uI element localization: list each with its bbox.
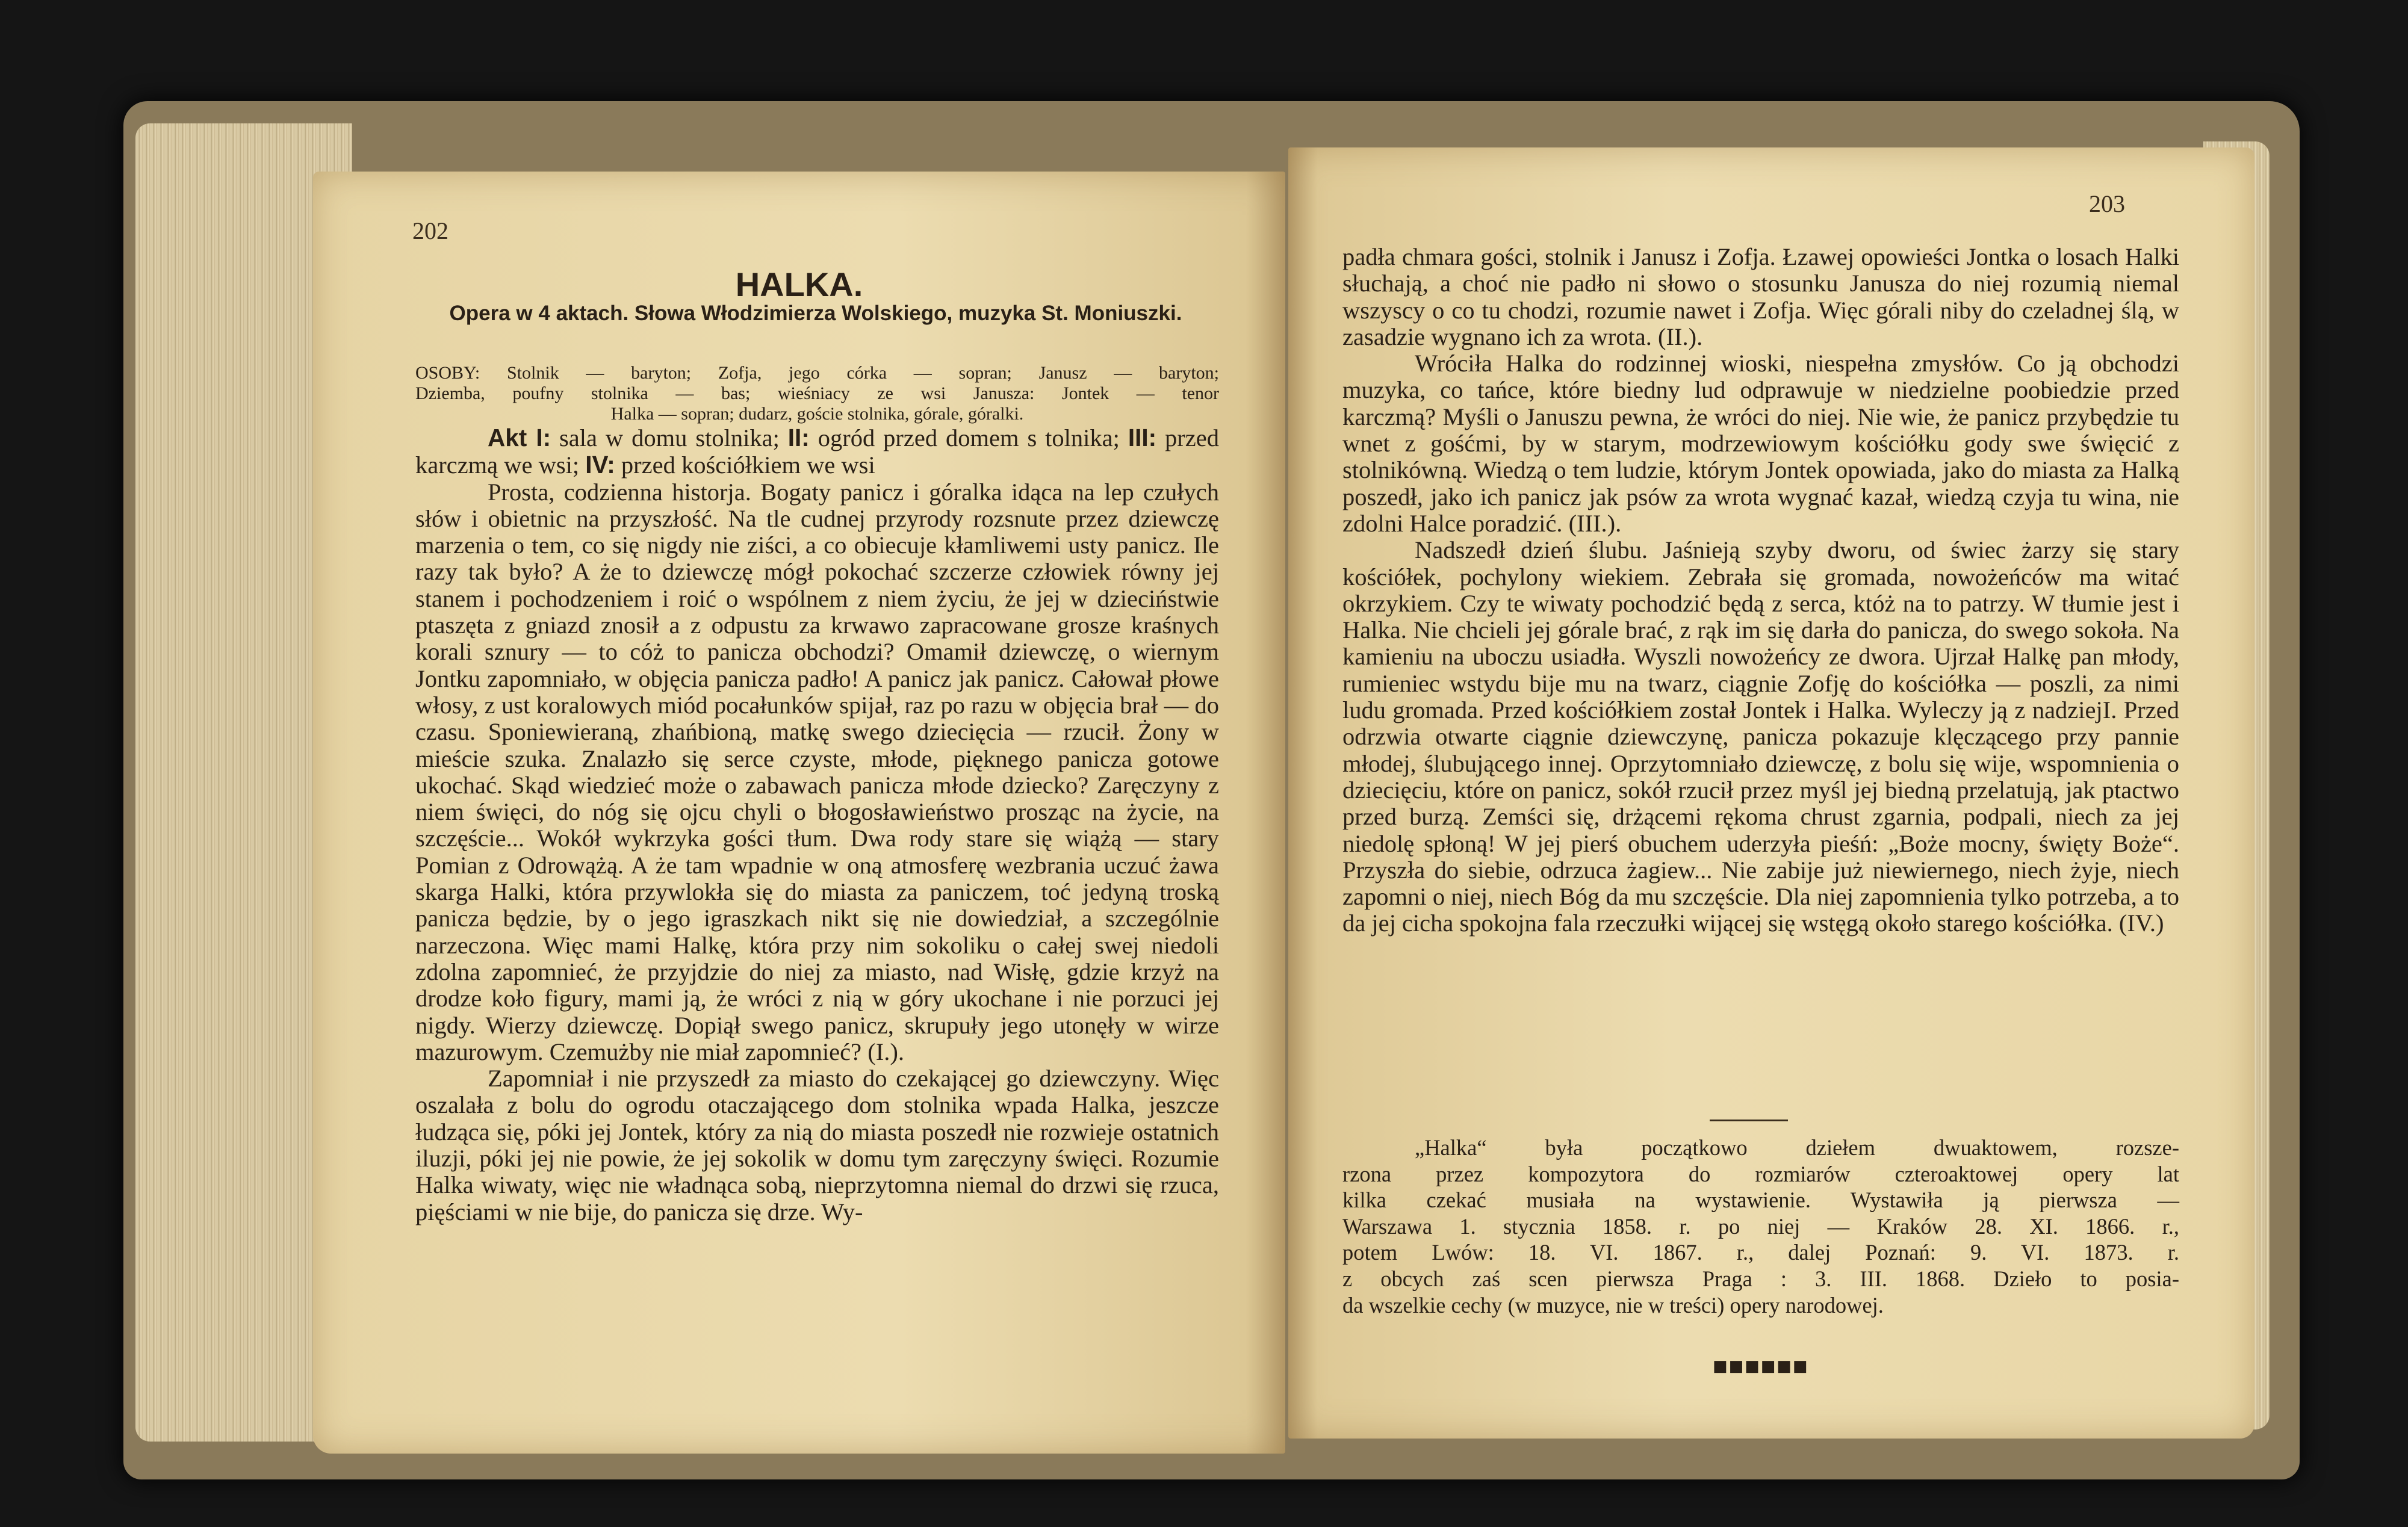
acts-line — [415, 424, 1219, 479]
note-line: da wszelkie cechy (w muzyce, nie w treści) opery narodowej. — [1342, 1292, 1884, 1318]
note-line: „Halka“ była początkowo dziełem dwuaktowem, rozsze- — [1415, 1135, 2179, 1160]
synopsis-paragraph: padła chmara gości, stolnik i Janusz i Zofja. Łzawej opowieści Jontka o losach Halki słuchają, a choć nie padło ni słowo o stosunku Janusza do niej rozumią niemal wszyscy o co tu chodzi, rozumie nawet i Zofja. Więc górali niby do czeladnej ślą, w zasadzie wygnano ich za wrota. (II.). — [1342, 243, 2179, 350]
left-body-text — [415, 424, 1219, 1225]
synopsis-paragraph: Zapomniał i nie przyszedł za miasto do czekającej go dziewczyny. Więc oszalała z bolu do ogrodu otaczającego dom stolnika wpada Halka, jeszcze łudząca się, póki jej Jontek, który za nią do miasta poszedł nie rozwieje ostatnich iluzji, póki jej nie powie, że jej sokolik w domu tym zaręczyny święci. Rozumie Halka wiwaty, więc nie władnąca sobą, nieprzytomna niemal do drzwi się rzuca, pięściami w nie bije, do panicza się drze. Wy- — [415, 1065, 1219, 1225]
persons-line: Halka — sopran; dudarz, goście stolnika, górale, góralki. — [610, 404, 1024, 424]
section-divider — [1710, 1120, 1788, 1121]
right-page — [1288, 147, 2254, 1439]
act-label: IV: — [585, 451, 615, 479]
opera-title: HALKA. — [735, 265, 863, 303]
synopsis-paragraph: Prosta, codzienna historja. Bogaty panicz i góralka idąca na lep czułych słów i obietnic na przyszłość. Na tle cudnej przyrody rozsnute przez dziewczę marzenia o tem, co się nigdy nie ziści, a co obiecuje kłamliwemi usty panicz. Ile razy tak było? A że to dziewczę mógł pokochać szczerze człowiek równy jej stanem i pochodzeniem i roić o wspólnem z niem życiu, że jej w dzieciństwie ptaszęta z gniazd znosił a z odpustu za krwawo zapracowane grosze kraśnych korali sznury — to cóż to panicza obchodzi? Omamił dziewczę, o wiernym Jontku zapomniało, w objęcia panicza padło! A panicz jak panicz. Całował płowe włosy, z ust koralowych miód pocałunków spijał, raz po razu w objęcia brał — do czasu. Sponiewieraną, zhańbioną, matkę swego dziecięcia — rzucił. Żony w mieście szuka. Znalazło się serce czyste, młode, pięknego panicza gotowe ukochać. Skąd wiedzieć może o zabawach panicza młode dziecko? Zaręczyny z niem święci, do nóg się ojcu chyli o błogosławieństwo prosząc na życie, na szczęście... Wokół wykrzyka gości tłum. Dwa rody stare się wiążą — stary Pomian z Odrowążą. A że tam wpadnie w oną atmosferę wezbrania uczuć żawa skarga Halki, która przywlokła się do miasta za paniczem, toć jedyną troską panicza będzie, by o jego igraszkach nikt się nie dowiedział, a szczególnie narzeczona. Więc mami Halkę, która przy nim sokoliku o całej swej niedoli zdolna zapomnieć, że przyjdzie do niej za miasto, nad Wisłę, gdzie krzyż na drodze koło figury, mami ją, że wróci z nią w góry ukochane i nie porzuci jej nigdy. Wierzy dziewczę. Dopiął swego panicz, skrupuły jego utonęły w wirze mazurowym. Czemużby nie miał zapomnieć? (I.). — [415, 478, 1219, 1065]
history-note — [1342, 1135, 2179, 1318]
note-line: z obcych zaś scen pierwsza Praga : 3. III. 1868. Dzieło to posia- — [1342, 1266, 2179, 1291]
synopsis-paragraph: Wróciła Halka do rodzinnej wioski, niespełna zmysłów. Co ją obchodzi muzyka, co tańce, które biedny lud odprawuje w niedzielne poobiedzie przed karczmą? Myśli o Januszu pewna, że wróci do niej. Nie wie, że panicz przybędzie tu wnet z gośćmi, by w starym, modrzewiowym kościółku gody swe święcić z stolnikówną. Wiedzą o tem ludzie, którym Jontek opowiada, jako do miasta za Halką poszedł, jako ich panicz jak psów za wrota wygnać kazał, wiedzą czyja tu wina, nie zdolni Halce poradzić. (III.). — [1342, 350, 2179, 537]
left-page — [313, 172, 1285, 1454]
end-ornament: ■■■■■■ — [1713, 1357, 1809, 1375]
opera-subtitle: Opera w 4 aktach. Słowa Włodzimierza Wolskiego, muzyka St. Moniuszki. — [449, 302, 1182, 325]
note-line: potem Lwów: 18. VI. 1867. r., dalej Poznań: 9. VI. 1873. r. — [1342, 1240, 2179, 1265]
note-line: kilka czekać musiała na wystawienie. Wystawiła ją pierwsza — — [1342, 1188, 2179, 1213]
page-number-left: 202 — [412, 217, 448, 244]
persons-line: OSOBY: Stolnik — baryton; Zofja, jego córka — sopran; Janusz — baryton; — [415, 363, 1219, 383]
page-number-right: 203 — [2089, 190, 2125, 217]
synopsis-paragraph: Nadszedł dzień ślubu. Jaśnieją szyby dworu, od świec żarzy się stary kościółek, pochylony wiekiem. Zebrała się gromada, nowożeńców ma witać okrzykiem. Czy te wiwaty pochodzić będą z serca, któż na to patrzy. W tłumie jest i Halka. Nie chcieli jej górale brać, z rąk im się darła do panicza, do swego sokoła. Na kamieniu na uboczu usiadła. Wyszli nowożeńcy ze dwora. Ujrzał Halkę pan młody, rumieniec wstydu bije mu na twarz, ciągnie Zofję do kościółka — poszli, za nimi ludu gromada. Przed kościółkiem został Jontek i Halka. Wyleczy ją z nadziejI. Przed odrzwia otwarte ciągnie dziewczynę, panicza pokazuje klęczącego przy pannie młodej, ślubującego innej. Oprzytomniało dziewczę, z bolu się wije, wspomnienia o dziecięciu, które on panicz, sokół rzucił przez myśl jej biedną przelatują, jak ptactwo przed burzą. Zemści się, drżącemi rękoma chrust zgarnia, podpali, niech za jej niedolę spłoną! W jej pierś obuchem uderzyła pieśń: „Boże mocny, święty Boże“. Przyszła do siebie, odrzuca żagiew... Nie zabije już niewiernego, niech żyje, niech zapomni o niej, niech Bóg da mu szczęście. Dla niej zapomnienia tylko potrzeba, a to da jej cicha spokojna fala rzeczułki wijącej się wstęgą około starego kościółka. (IV.) — [1342, 536, 2179, 937]
persons-list — [415, 363, 1219, 424]
act-description: ogród przed domem s tolnika; — [809, 424, 1128, 451]
act-label: II: — [787, 424, 810, 451]
act-label: III: — [1128, 424, 1157, 451]
act-description: sala w domu stolnika; — [551, 424, 788, 451]
persons-line: Dziemba, poufny stolnika — bas; wieśniacy ze wsi Janusza: Jontek — tenor — [415, 383, 1219, 403]
note-line: rzona przez kompozytora do rozmiarów czteroaktowej opery lat — [1342, 1161, 2179, 1186]
right-body-text — [1342, 244, 2179, 937]
note-line: Warszawa 1. stycznia 1858. r. po niej — Kraków 28. XI. 1866. r., — [1342, 1213, 2179, 1239]
act-label: Akt I: — [488, 424, 551, 451]
act-description: przed karczmą we wsi; — [415, 424, 1219, 479]
act-description: przed kościółkiem we wsi — [615, 451, 875, 479]
